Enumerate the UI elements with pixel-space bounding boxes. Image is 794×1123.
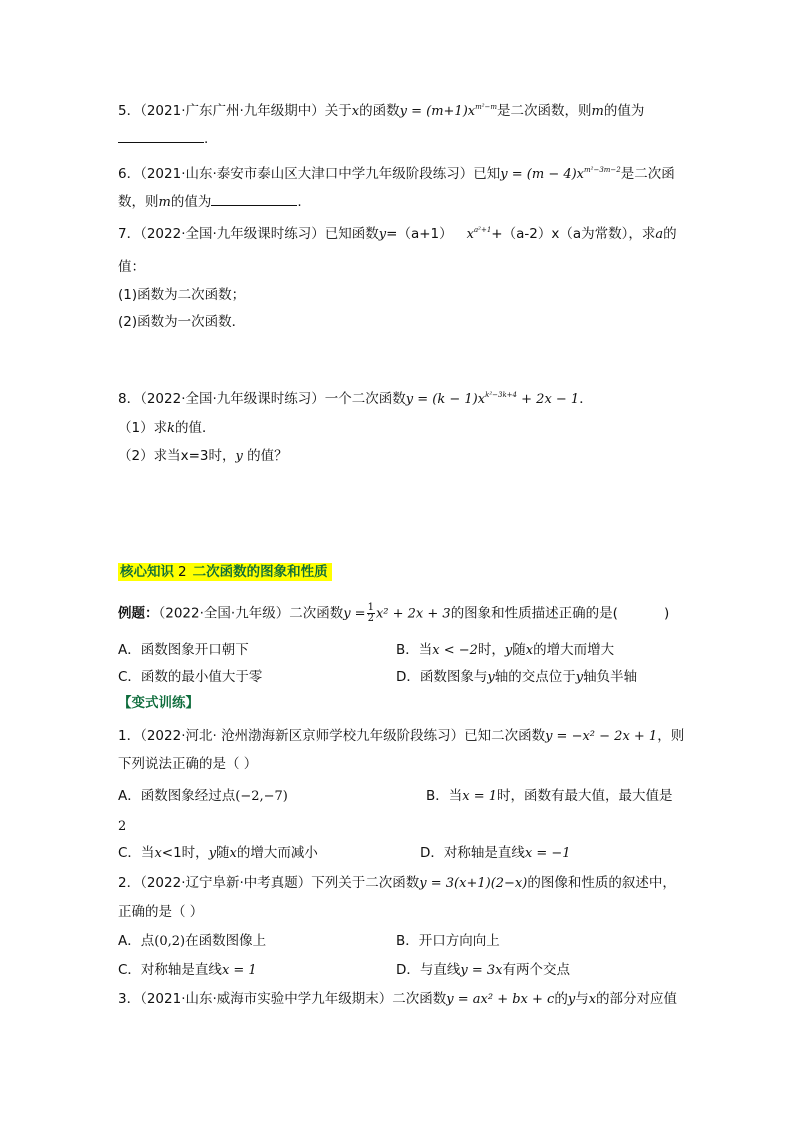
q6-formula: y = (m − 4)x (500, 167, 585, 182)
variant-3-line1: 3．（2021·山东·威海市实验中学九年级期末）二次函数y = ax² + bx + c的y与x的部分对应值 (118, 991, 678, 1007)
variant-1-line1: 1．（2022·河北· 沧州渤海新区京师学校九年级阶段练习）已知二次函数y = −x² − 2x + 1，则 (118, 728, 685, 744)
q8-formula: y = (k − 1)x (405, 392, 486, 407)
v1-option-b[interactable]: B．当x = 1时，函数有最大值，最大值是 (426, 788, 673, 804)
example-option-d[interactable]: D．函数图象与y轴的交点位于y轴负半轴 (396, 669, 638, 685)
v1-option-a[interactable]: A．函数图象经过点(−2,−7) (118, 788, 288, 804)
question-8-sub1: （1）求k的值． (118, 420, 216, 436)
variant-2-line2: 正确的是（ ） (118, 904, 204, 920)
question-7-line1: 7．（2022·全国·九年级课时练习）已知函数y=（a+1） $x^{a^2+1}+(a-2)x(a$为常数），求a的 (118, 226, 677, 242)
question-5-line2: . (118, 130, 208, 148)
question-7-line2: 值： (118, 259, 145, 275)
answer-blank[interactable] (118, 131, 204, 143)
example-option-c[interactable]: C．函数的最小值大于零 (118, 669, 263, 685)
variant-1-line2: 下列说法正确的是（ ） (118, 756, 258, 772)
answer-blank[interactable] (211, 194, 297, 206)
example-option-a[interactable]: A．函数图象开口朝下 (118, 642, 249, 658)
example-question: 例题：（2022·全国·九年级）二次函数y = $\frac{1}{2}$ x² + 2x + 3的图象和性质描述正确的是( ) (118, 602, 670, 624)
q5-formula: y = (m+1)x (399, 104, 476, 119)
variant-2-line1: 2．（2022·辽宁阜新·中考真题）下列关于二次函数y = 3(x+1)(2−x)的图像和性质的叙述中， (118, 875, 676, 891)
v2-option-c[interactable]: C．对称轴是直线x = 1 (118, 962, 257, 978)
v1-option-d[interactable]: D．对称轴是直线x = −1 (420, 845, 571, 861)
example-option-b[interactable]: B．当x < −2时，y随x的增大而增大 (396, 642, 615, 658)
v1-option-b-value: 2 (118, 819, 127, 834)
question-5-line1: 5．（2021·广东广州·九年级期中）关于x的函数$y = (m+1)x^{m^2-m}$是二次函数，则m的值为 (118, 103, 645, 119)
question-8-line1: 8．（2022·全国·九年级课时练习）一个二次函数$y = (k - 1)x^{k^2-3k+4} + 2x - 1$． (118, 391, 593, 407)
v2-option-d[interactable]: D．与直线y = 3x有两个交点 (396, 962, 571, 978)
question-6-line2: 数，则m的值为 . (118, 194, 302, 210)
question-7-sub1: (1)函数为二次函数； (118, 287, 246, 303)
question-7-sub2: (2)函数为一次函数． (118, 314, 246, 330)
question-8-sub2: （2）求当x=3时，y 的值？ (118, 448, 288, 464)
v2-option-a[interactable]: A．点(0,2)在函数图像上 (118, 933, 267, 949)
fraction-one-half: $\frac{1}{2}$ (367, 602, 374, 624)
variant-training-label: 【变式训练】 (118, 695, 199, 711)
v2-option-b[interactable]: B．开口方向向上 (396, 933, 500, 949)
v1-option-c[interactable]: C．当x<1时，y随x的增大而减小 (118, 845, 318, 861)
section-heading: 核心知识 2 二次函数的图象和性质 (118, 563, 332, 581)
question-6-line1: 6．（2021·山东·泰安市泰山区大津口中学九年级阶段练习）已知$y = (m - 4)x^{m^2-3m-2}$是二次函 (118, 166, 675, 182)
